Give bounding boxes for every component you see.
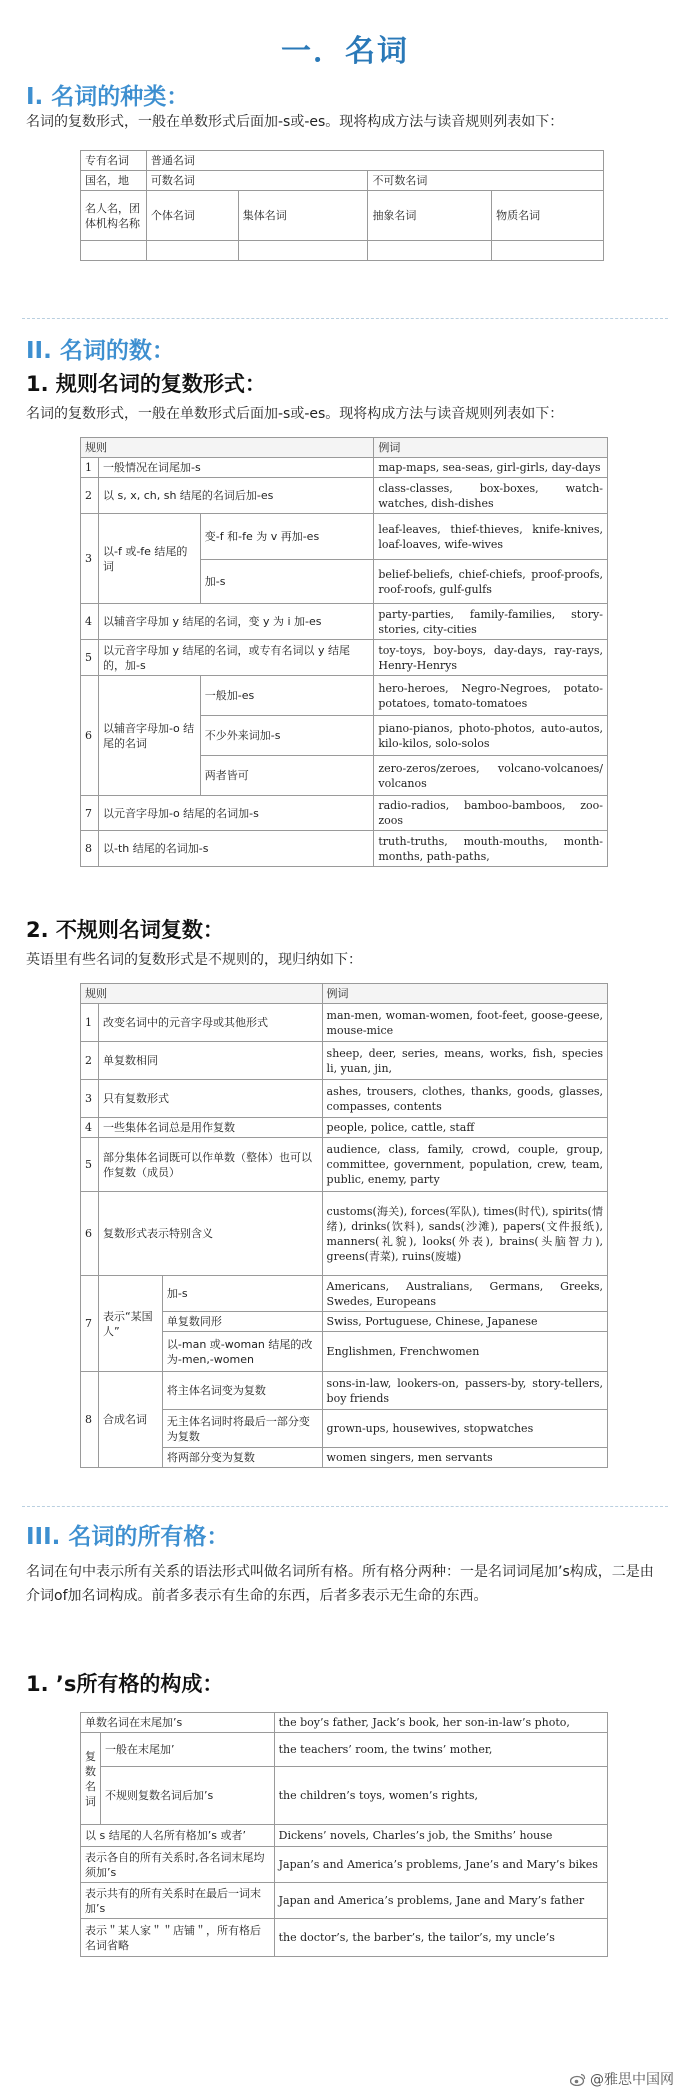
sub-rule-cell: 变-f 和-fe 为 v 再加-es	[200, 514, 374, 560]
rule-cell: 合成名词	[98, 1372, 162, 1468]
subsection-irregular-plural: 2. 不规则名词复数：	[26, 918, 224, 942]
group-cell: 复数名词	[81, 1733, 101, 1825]
sub-rule-cell: 一般加-es	[200, 676, 374, 716]
section-2-heading: II. 名词的数：	[26, 338, 175, 364]
rule-cell: 以辅音字母加 y 结尾的名词，变 y 为 i 加-es	[98, 604, 373, 640]
regular-plural-intro: 名词的复数形式，一般在单数形式后面加-s或-es。现将构成方法与读音规则列表如下：	[26, 406, 564, 422]
sub-rule-cell: 加-s	[200, 560, 374, 604]
sub-rule-cell: 将主体名词变为复数	[162, 1372, 322, 1410]
subsection-regular-plural: 1. 规则名词的复数形式：	[26, 372, 266, 396]
row-number: 7	[81, 1276, 99, 1372]
example-cell: class-classes, box-boxes, watch-watches, dish-dishes	[374, 478, 608, 514]
example-cell: people, police, cattle, staff	[322, 1118, 607, 1138]
rule-cell: 表示共有的所有关系时在最后一词末加’s	[81, 1883, 275, 1919]
example-cell: the teachers’ room, the twins’ mother,	[274, 1733, 607, 1767]
header-example: 例词	[322, 984, 607, 1004]
example-cell: hero-heroes, Negro-Negroes, potato-potatoes, tomato-tomatoes	[374, 676, 608, 716]
sub-rule-cell: 将两部分变为复数	[162, 1448, 322, 1468]
rule-cell: 改变名词中的元音字母或其他形式	[98, 1004, 322, 1042]
watermark	[570, 2069, 674, 2089]
rule-cell: 以元音字母加 y 结尾的名词，或专有名词以 y 结尾的，加-s	[98, 640, 373, 676]
row-number: 1	[81, 458, 99, 478]
example-cell: Englishmen, Frenchwomen	[322, 1332, 607, 1372]
row-number: 8	[81, 831, 99, 867]
example-cell: Americans, Australians, Germans, Greeks, Swedes, Europeans	[322, 1276, 607, 1312]
example-cell: zero-zeros/zeroes, volcano-volcanoes/ volcanos	[374, 756, 608, 796]
rule-cell: 只有复数形式	[98, 1080, 322, 1118]
page-title: 一．名词	[281, 34, 409, 69]
rule-cell: 表示各自的所有关系时,各名词末尾均须加’s	[81, 1847, 275, 1883]
example-cell: map-maps, sea-seas, girl-girls, day-days	[374, 458, 608, 478]
irregular-plural-table	[80, 983, 608, 1468]
weibo-icon	[570, 2073, 586, 2086]
sub-rule-cell: 加-s	[162, 1276, 322, 1312]
cell-abstract: 抽象名词	[368, 191, 492, 241]
row-number: 2	[81, 478, 99, 514]
section-3-intro: 名词在句中表示所有关系的语法形式叫做名词所有格。所有格分两种：一是名词词尾加’s构成，二是由介词of加名词构成。前者多表示有生命的东西，后者多表示无生命的东西。	[26, 1564, 654, 1604]
example-cell: Dickens’ novels, Charles’s job, the Smiths’ house	[274, 1825, 607, 1847]
watermark-text: @雅思中国网	[590, 2072, 674, 2088]
example-cell: radio-radios, bamboo-bamboos, zoo-zoos	[374, 796, 608, 831]
rule-cell: 以-th 结尾的名词加-s	[98, 831, 373, 867]
cell-material: 物质名词	[492, 191, 604, 241]
example-cell: leaf-leaves, thief-thieves, knife-knives, loaf-loaves, wife-wives	[374, 514, 608, 560]
row-number: 4	[81, 1118, 99, 1138]
rule-cell: 以 s 结尾的人名所有格加’s 或者’	[81, 1825, 275, 1847]
rule-cell: 一些集体名词总是用作复数	[98, 1118, 322, 1138]
example-cell: the children’s toys, women’s rights,	[274, 1767, 607, 1825]
row-number: 5	[81, 640, 99, 676]
rule-cell: 以辅音字母加-o 结尾的名词	[98, 676, 200, 796]
rule-cell: 部分集体名词既可以作单数（整体）也可以作复数（成员）	[98, 1138, 322, 1192]
example-cell: party-parties, family-families, story-stories, city-cities	[374, 604, 608, 640]
rule-cell: 表示“某国人”	[98, 1276, 162, 1372]
example-cell: sons-in-law, lookers-on, passers-by, story-tellers, boy friends	[322, 1372, 607, 1410]
example-cell: ashes, trousers, clothes, thanks, goods, glasses, compasses, contents	[322, 1080, 607, 1118]
rule-cell: 表示＂某人家＂＂店铺＂，所有格后名词省略	[81, 1919, 275, 1957]
row-number: 4	[81, 604, 99, 640]
example-cell: women singers, men servants	[322, 1448, 607, 1468]
cell-person-name: 名人名，团体机构名称	[81, 191, 147, 241]
row-number: 2	[81, 1042, 99, 1080]
example-cell: audience, class, family, crowd, couple, group, committee, government, population, crew, team, public, enemy, party	[322, 1138, 607, 1192]
cell-collective: 集体名词	[238, 191, 368, 241]
example-cell: the doctor’s, the barber’s, the tailor’s, my uncle’s	[274, 1919, 607, 1957]
row-number: 3	[81, 514, 99, 604]
row-number: 5	[81, 1138, 99, 1192]
header-rule: 规则	[81, 438, 374, 458]
cell-countable: 可数名词	[146, 171, 368, 191]
section-divider	[22, 318, 668, 319]
rule-cell: 单数名词在末尾加’s	[81, 1713, 275, 1733]
cell-country-name: 国名，地	[81, 171, 147, 191]
subsection-possessive: 1. ’s所有格的构成：	[26, 1672, 224, 1696]
section-1-heading: I. 名词的种类：	[26, 84, 190, 110]
row-number: 1	[81, 1004, 99, 1042]
example-cell: grown-ups, housewives, stopwatches	[322, 1410, 607, 1448]
row-number: 3	[81, 1080, 99, 1118]
example-cell: truth-truths, mouth-mouths, month-months, path-paths,	[374, 831, 608, 867]
row-number: 8	[81, 1372, 99, 1468]
example-cell: Swiss, Portuguese, Chinese, Japanese	[322, 1312, 607, 1332]
sub-rule-cell: 以-man 或-woman 结尾的改为-men,-women	[162, 1332, 322, 1372]
rule-cell: 以-f 或-fe 结尾的词	[98, 514, 200, 604]
cell-individual: 个体名词	[146, 191, 238, 241]
row-number: 7	[81, 796, 99, 831]
sub-rule-cell: 两者皆可	[200, 756, 374, 796]
rule-cell: 单复数相同	[98, 1042, 322, 1080]
example-cell: sheep, deer, series, means, works, fish, species li, yuan, jin,	[322, 1042, 607, 1080]
example-cell: toy-toys, boy-boys, day-days, ray-rays, Henry-Henrys	[374, 640, 608, 676]
rule-cell: 复数形式表示特别含义	[98, 1192, 322, 1276]
example-cell: Japan’s and America’s problems, Jane’s and Mary’s bikes	[274, 1847, 607, 1883]
rule-cell: 以元音字母加-o 结尾的名词加-s	[98, 796, 373, 831]
header-rule: 规则	[81, 984, 323, 1004]
rule-cell: 一般情况在词尾加-s	[98, 458, 373, 478]
example-cell: the boy’s father, Jack’s book, her son-in-law’s photo,	[274, 1713, 607, 1733]
example-cell: man-men, woman-women, foot-feet, goose-geese, mouse-mice	[322, 1004, 607, 1042]
sub-rule-cell: 无主体名词时将最后一部分变为复数	[162, 1410, 322, 1448]
sub-rule-cell: 一般在末尾加’	[100, 1733, 274, 1767]
section-1-intro: 名词的复数形式，一般在单数形式后面加-s或-es。现将构成方法与读音规则列表如下：	[26, 114, 564, 130]
example-cell: piano-pianos, photo-photos, auto-autos, kilo-kilos, solo-solos	[374, 716, 608, 756]
example-cell: Japan and America’s problems, Jane and Mary’s father	[274, 1883, 607, 1919]
example-cell: customs(海关), forces(军队), times(时代), spirits(情绪), drinks(饮料), sands(沙滩), papers(文件报纸), manners(礼貌), looks(外表), brains(头脑智力), greens(青菜), ruins(废墟)	[322, 1192, 607, 1276]
sub-rule-cell: 单复数同形	[162, 1312, 322, 1332]
cell-uncountable: 不可数名词	[368, 171, 604, 191]
rule-cell: 以 s, x, ch, sh 结尾的名词后加-es	[98, 478, 373, 514]
noun-types-table	[80, 150, 604, 261]
header-example: 例词	[374, 438, 608, 458]
sub-rule-cell: 不规则复数名词后加’s	[100, 1767, 274, 1825]
section-3-heading: III. 名词的所有格：	[26, 1524, 230, 1550]
cell-proper-noun: 专有名词	[81, 151, 147, 171]
section-divider	[22, 1506, 668, 1507]
sub-rule-cell: 不少外来词加-s	[200, 716, 374, 756]
regular-plural-table	[80, 437, 608, 867]
example-cell: belief-beliefs, chief-chiefs, proof-proofs, roof-roofs, gulf-gulfs	[374, 560, 608, 604]
irregular-plural-intro: 英语里有些名词的复数形式是不规则的，现归纳如下：	[26, 952, 362, 968]
row-number: 6	[81, 676, 99, 796]
possessive-table	[80, 1712, 608, 1957]
cell-common-noun: 普通名词	[146, 151, 603, 171]
row-number: 6	[81, 1192, 99, 1276]
